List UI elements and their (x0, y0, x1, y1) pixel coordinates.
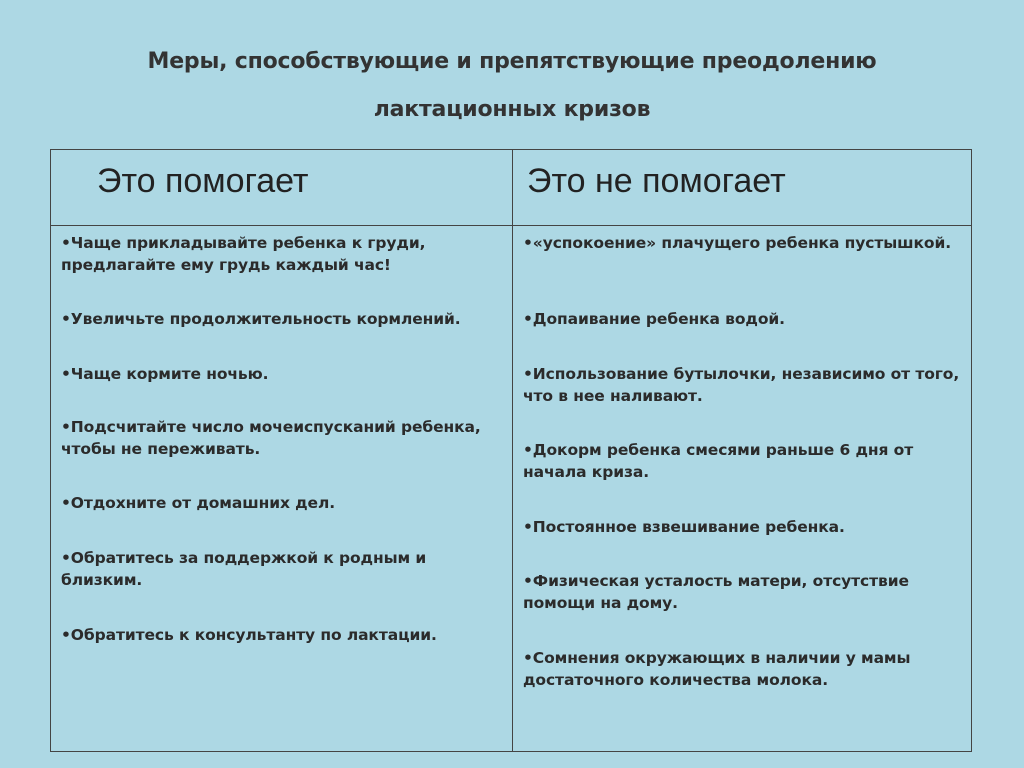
helps-list (51, 226, 512, 751)
not-helps-item: •Постоянное взвешивание ребенка. (523, 518, 845, 536)
not-helps-column (513, 150, 971, 751)
helps-item: •Увеличьте продолжительность кормлений. (61, 310, 461, 328)
not-helps-item: •Использование бутылочки, независимо от того, что в нее наливают. (523, 365, 960, 405)
helps-item: •Подсчитайте число мочеиспусканий ребенка, чтобы не переживать. (61, 418, 481, 458)
comparison-table (50, 149, 972, 752)
not-helps-item: •Докорм ребенка смесями раньше 6 дня от начала криза. (523, 441, 914, 481)
title-line-2: лактационных кризов (373, 97, 651, 122)
helps-item: •Чаще прикладывайте ребенка к груди, предлагайте ему грудь каждый час! (61, 234, 426, 274)
helps-header: Это помогает (51, 150, 512, 226)
helps-item: •Отдохните от домашних дел. (61, 494, 336, 512)
helps-item: •Чаще кормите ночью. (61, 365, 269, 383)
not-helps-item: •Сомнения окружающих в наличии у мамы достаточного количества молока. (523, 649, 911, 689)
title-line-1: Меры, способствующие и препятствующие преодолению (147, 49, 877, 74)
helps-item: •Обратитесь к консультанту по лактации. (61, 626, 437, 644)
slide-title (0, 38, 1024, 134)
not-helps-item: •Физическая усталость матери, отсутствие помощи на дому. (523, 572, 909, 612)
not-helps-list (513, 226, 971, 751)
not-helps-item: •Допаивание ребенка водой. (523, 310, 785, 328)
not-helps-header: Это не помогает (513, 150, 971, 226)
helps-column (51, 150, 513, 751)
helps-item: •Обратитесь за поддержкой к родным и близким. (61, 549, 427, 589)
not-helps-item: •«успокоение» плачущего ребенка пустышкой. (523, 234, 952, 252)
